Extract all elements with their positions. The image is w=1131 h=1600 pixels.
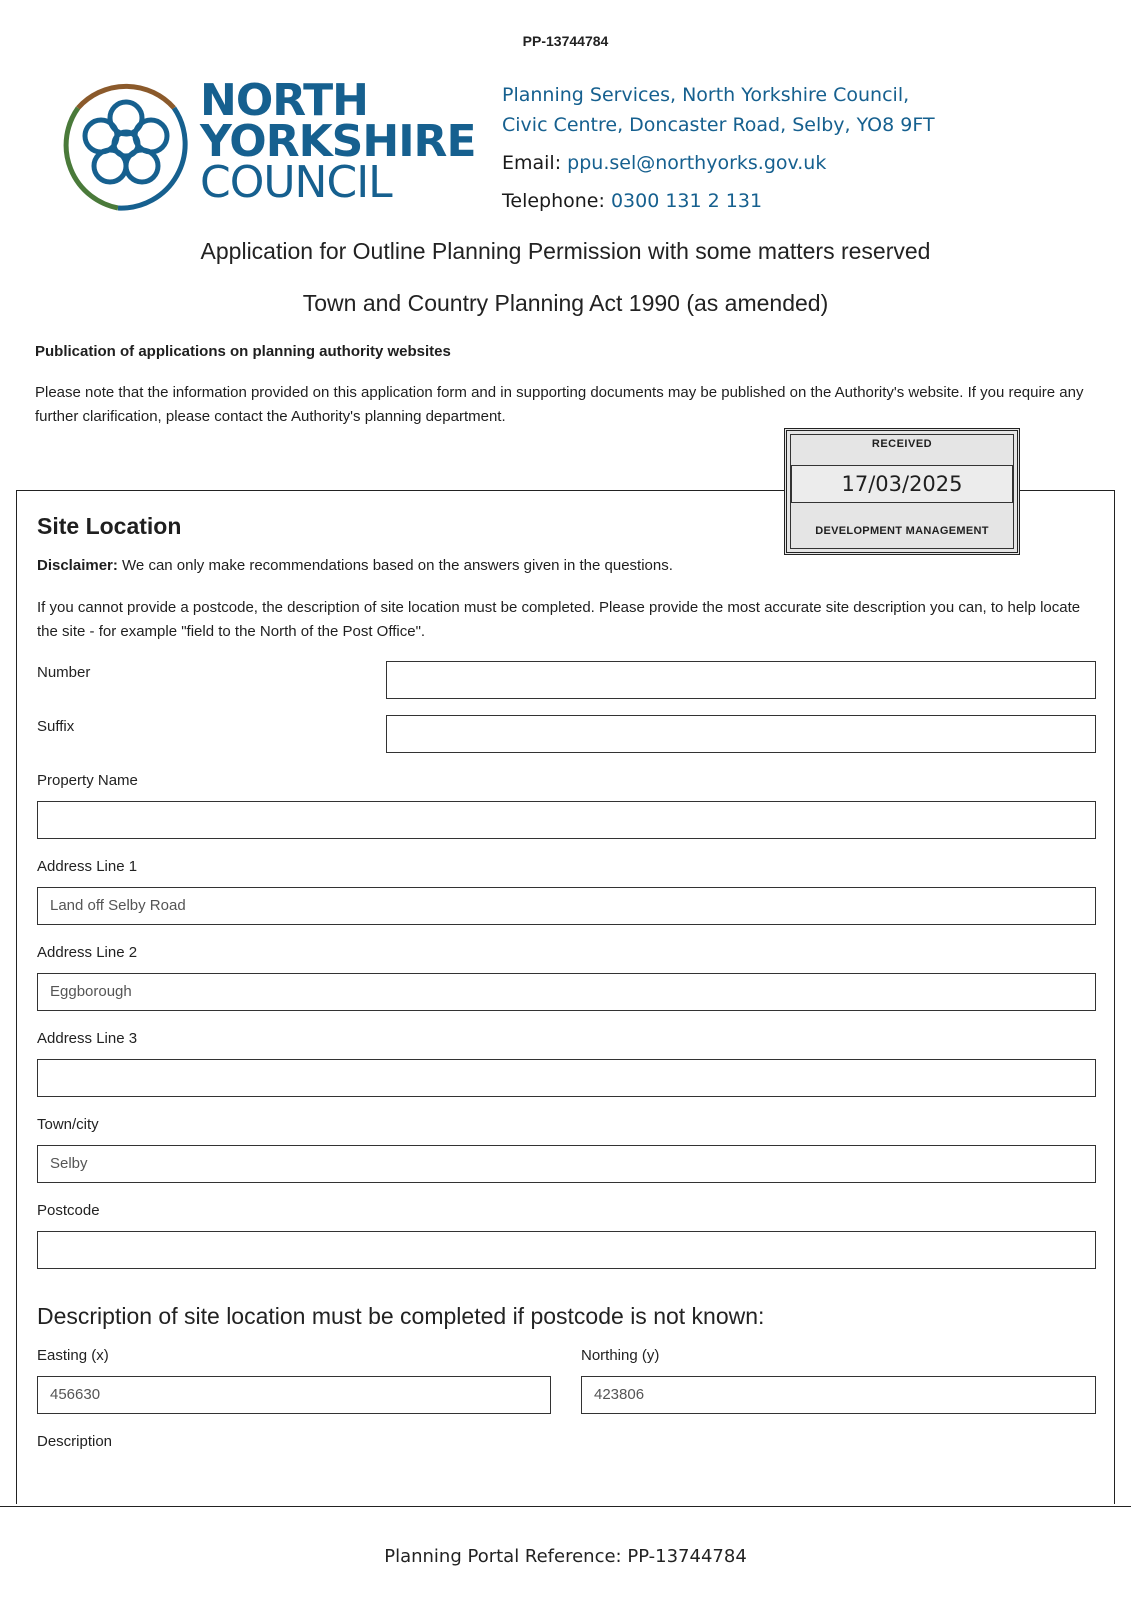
received-stamp [784, 428, 1020, 555]
address-line-1-field[interactable]: Land off Selby Road [37, 887, 1096, 925]
description-heading: Description of site location must be completed if postcode is not known: [37, 1303, 765, 1329]
logo-yorkshire: YORKSHIRE [200, 116, 476, 167]
easting-field[interactable]: 456630 [37, 1376, 551, 1414]
email-label: Email: [502, 152, 568, 174]
footer-divider [0, 1506, 1131, 1507]
northing-label: Northing (y) [581, 1347, 660, 1364]
suffix-field[interactable] [386, 715, 1096, 753]
number-field[interactable] [386, 661, 1096, 699]
easting-label: Easting (x) [37, 1347, 109, 1364]
contact-address-line2: Civic Centre, Doncaster Road, Selby, YO8 9FT [502, 114, 935, 136]
address-line-1-label: Address Line 1 [37, 858, 138, 875]
disclaimer-label: Disclaimer: [37, 557, 118, 574]
logo-council: COUNCIL [200, 157, 392, 208]
telephone-label: Telephone: [502, 190, 611, 212]
address-line-2-field[interactable]: Eggborough [37, 973, 1096, 1011]
address-line-3-label: Address Line 3 [37, 1030, 138, 1047]
council-logo-wordmark [200, 75, 476, 208]
postcode-note: If you cannot provide a postcode, the description of site location must be completed. Please provide the most accurate site description you can, to help locate the site - for example "field to the North of the Post Office". [37, 599, 1081, 640]
footer-reference: Planning Portal Reference: PP-13744784 [384, 1546, 747, 1567]
stamp-received-label: RECEIVED [871, 438, 933, 450]
address-line-3-field[interactable] [37, 1059, 1096, 1097]
contact-block [502, 80, 935, 216]
contact-address-line1: Planning Services, North Yorkshire Council, [502, 84, 910, 106]
postcode-field[interactable] [37, 1231, 1096, 1269]
page-subtitle: Town and Country Planning Act 1990 (as amended) [302, 290, 829, 316]
property-name-field[interactable] [37, 801, 1096, 839]
logo-north: NORTH [200, 75, 368, 126]
disclaimer-text: We can only make recommendations based on the answers given in the questions. [117, 557, 673, 574]
email-link[interactable]: ppu.sel@northyorks.gov.uk [567, 152, 827, 174]
town-city-label: Town/city [37, 1116, 99, 1133]
suffix-label: Suffix [37, 718, 75, 735]
address-line-2-label: Address Line 2 [37, 944, 138, 961]
northing-field[interactable]: 423806 [581, 1376, 1096, 1414]
council-rose-logo-icon [56, 74, 196, 216]
stamp-date: 17/03/2025 [791, 465, 1013, 503]
publication-heading: Publication of applications on planning authority websites [35, 343, 451, 360]
number-label: Number [37, 664, 91, 681]
postcode-label: Postcode [37, 1202, 100, 1219]
publication-text: Please note that the information provided on this application form and in supporting documents may be published on the Authority's website. If you require any further clarification, please contact the Authority's planning department. [35, 384, 1084, 425]
document-reference: PP-13744784 [522, 33, 609, 49]
property-name-label: Property Name [37, 772, 138, 789]
stamp-department: DEVELOPMENT MANAGEMENT [815, 525, 989, 537]
telephone-link[interactable]: 0300 131 2 131 [610, 190, 763, 212]
description-label: Description [37, 1433, 113, 1450]
page-title: Application for Outline Planning Permission with some matters reserved [200, 238, 931, 264]
town-city-field[interactable]: Selby [37, 1145, 1096, 1183]
disclaimer [37, 557, 673, 574]
section-title: Site Location [37, 513, 182, 539]
